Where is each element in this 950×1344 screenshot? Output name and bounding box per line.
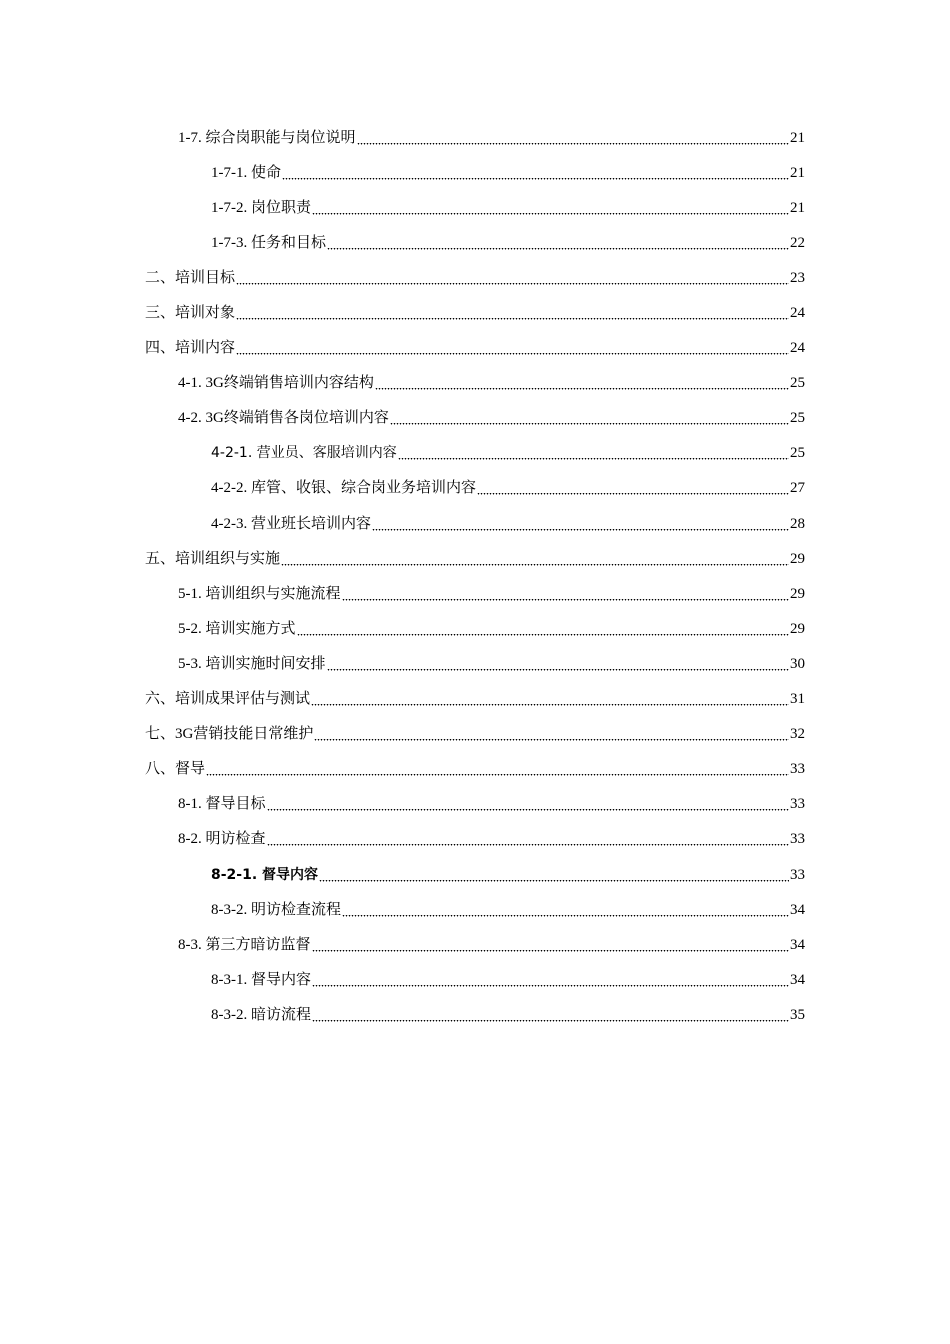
toc-dot-leader	[236, 353, 789, 355]
toc-entry-title: 三、培训对象	[145, 305, 236, 322]
toc-entry[interactable]	[0, 295, 950, 330]
toc-entry[interactable]	[0, 857, 950, 892]
toc-entry[interactable]	[0, 155, 950, 190]
toc-entry[interactable]	[0, 646, 950, 681]
toc-dot-leader	[312, 950, 790, 952]
toc-page-number: 25	[790, 445, 805, 462]
toc-entry-title: 1-7-3. 任务和目标	[211, 234, 326, 251]
toc-entry[interactable]	[0, 331, 950, 366]
toc-entry-title: 4-2-2. 库管、收银、综合岗业务培训内容	[211, 480, 476, 497]
toc-entry-title: 1-7-1. 使命	[211, 164, 281, 181]
toc-page-number: 25	[790, 375, 805, 392]
toc-entry-title: 八、督导	[145, 761, 206, 778]
toc-dot-leader	[206, 774, 789, 776]
toc-entry-title: 4-2-1. 营业员、客服培训内容	[211, 445, 397, 462]
toc-entry-title: 8-3-2. 明访检查流程	[211, 901, 341, 918]
toc-dot-leader	[342, 599, 790, 601]
toc-page-number: 34	[790, 936, 805, 953]
toc-entry[interactable]	[0, 787, 950, 822]
toc-page-number: 29	[790, 620, 805, 637]
toc-dot-leader	[267, 844, 790, 846]
toc-entry-title: 1-7-2. 岗位职责	[211, 199, 311, 216]
toc-dot-leader	[477, 493, 789, 495]
toc-entry[interactable]	[0, 962, 950, 997]
toc-entry-title: 5-2. 培训实施方式	[178, 620, 296, 637]
toc-page-number: 22	[790, 234, 805, 251]
toc-entry[interactable]	[0, 225, 950, 260]
toc-entry-title: 8-1. 督导目标	[178, 796, 266, 813]
toc-entry[interactable]	[0, 366, 950, 401]
toc-page-number: 33	[790, 831, 805, 848]
toc-entry[interactable]	[0, 401, 950, 436]
toc-page-number: 21	[790, 129, 805, 146]
toc-entry-title: 8-3. 第三方暗访监督	[178, 936, 311, 953]
toc-entry-title: 4-2. 3G终端销售各岗位培训内容	[178, 410, 389, 427]
toc-entry[interactable]	[0, 506, 950, 541]
toc-page-number: 21	[790, 164, 805, 181]
toc-page-number: 33	[790, 761, 805, 778]
toc-entry-title: 4-2-3. 营业班长培训内容	[211, 515, 371, 532]
toc-page-number: 33	[790, 866, 805, 883]
toc-entry[interactable]	[0, 927, 950, 962]
toc-dot-leader	[311, 704, 789, 706]
toc-page-number: 21	[790, 199, 805, 216]
toc-entry-title: 七、3G营销技能日常维护	[145, 726, 314, 743]
toc-dot-leader	[342, 915, 789, 917]
toc-page-number: 24	[790, 340, 805, 357]
toc-page-number: 24	[790, 305, 805, 322]
toc-dot-leader	[357, 143, 790, 145]
toc-dot-leader	[236, 318, 789, 320]
toc-entry[interactable]	[0, 471, 950, 506]
toc-page-number: 23	[790, 269, 805, 286]
toc-dot-leader	[236, 283, 789, 285]
toc-dot-leader	[327, 248, 789, 250]
toc-dot-leader	[372, 529, 789, 531]
toc-page-number: 34	[790, 971, 805, 988]
toc-entry[interactable]	[0, 682, 950, 717]
toc-entry[interactable]	[0, 436, 950, 471]
toc-entry-title: 六、培训成果评估与测试	[145, 691, 311, 708]
toc-dot-leader	[375, 388, 789, 390]
toc-page-number: 30	[790, 655, 805, 672]
toc-entry-title: 二、培训目标	[145, 269, 236, 286]
toc-page-number: 31	[790, 691, 805, 708]
toc-entry-title: 五、培训组织与实施	[145, 550, 281, 567]
toc-entry[interactable]	[0, 611, 950, 646]
toc-dot-leader	[297, 634, 790, 636]
toc-entry[interactable]	[0, 717, 950, 752]
toc-page-number: 27	[790, 480, 805, 497]
toc-dot-leader	[398, 458, 789, 460]
toc-dot-leader	[282, 178, 789, 180]
toc-dot-leader	[312, 1020, 789, 1022]
toc-dot-leader	[267, 809, 790, 811]
toc-entry-title: 4-1. 3G终端销售培训内容结构	[178, 375, 374, 392]
toc-dot-leader	[319, 880, 789, 882]
toc-dot-leader	[312, 985, 789, 987]
toc-page-number: 35	[790, 1006, 805, 1023]
toc-page-number: 29	[790, 550, 805, 567]
toc-dot-leader	[312, 213, 789, 215]
toc-entry-title: 8-3-2. 暗访流程	[211, 1006, 311, 1023]
toc-entry[interactable]	[0, 822, 950, 857]
toc-entry-title: 5-3. 培训实施时间安排	[178, 655, 326, 672]
toc-page-number: 29	[790, 585, 805, 602]
toc-entry[interactable]	[0, 576, 950, 611]
toc-entry[interactable]	[0, 120, 950, 155]
toc-dot-leader	[327, 669, 790, 671]
toc-entry-title: 5-1. 培训组织与实施流程	[178, 585, 341, 602]
toc-entry-title: 8-2-1. 督导内容	[211, 866, 319, 883]
toc-entry[interactable]	[0, 892, 950, 927]
toc-entry[interactable]	[0, 541, 950, 576]
toc-page-number: 33	[790, 796, 805, 813]
toc-page-number: 25	[790, 410, 805, 427]
toc-page-number: 34	[790, 901, 805, 918]
toc-entry-title: 四、培训内容	[145, 340, 236, 357]
toc-dot-leader	[314, 739, 789, 741]
toc-entry-title: 1-7. 综合岗职能与岗位说明	[178, 129, 356, 146]
toc-dot-leader	[390, 423, 789, 425]
toc-entry[interactable]	[0, 752, 950, 787]
toc-entry[interactable]	[0, 260, 950, 295]
toc-entry[interactable]	[0, 997, 950, 1032]
toc-entry-title: 8-2. 明访检查	[178, 831, 266, 848]
toc-page-number: 28	[790, 515, 805, 532]
toc-entry[interactable]	[0, 190, 950, 225]
toc-page-number: 32	[790, 726, 805, 743]
toc-dot-leader	[281, 564, 789, 566]
toc-entry-title: 8-3-1. 督导内容	[211, 971, 311, 988]
table-of-contents	[0, 120, 950, 1032]
